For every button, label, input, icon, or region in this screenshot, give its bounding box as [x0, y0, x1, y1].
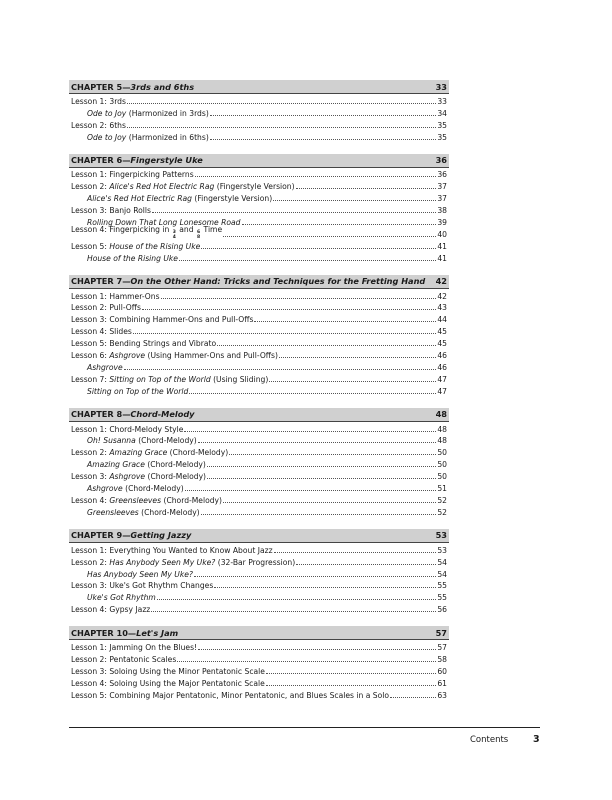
toc-lesson-entry[interactable]	[69, 119, 449, 131]
toc-lesson-entry[interactable]	[69, 180, 449, 192]
toc-sub-entry[interactable]	[69, 435, 449, 447]
entry-text: (Harmonized in 6ths)	[126, 132, 209, 142]
toc-lesson-entry[interactable]	[69, 544, 449, 556]
entry-title	[87, 362, 123, 373]
dot-leader	[273, 200, 436, 201]
entry-title	[87, 569, 193, 580]
dot-leader	[207, 466, 436, 467]
entry-title	[71, 350, 278, 361]
chapter-title: On the Other Hand: Tricks and Techniques for the Fretting Hand	[130, 276, 426, 287]
song-title: Alice's Red Hot Electric Rag	[109, 182, 215, 192]
toc-lesson-entry[interactable]	[69, 240, 449, 252]
dot-leader	[210, 115, 437, 116]
entry-title	[71, 291, 160, 302]
entry-title	[71, 120, 126, 131]
entry-text: Lesson 4:	[71, 495, 110, 505]
song-title: Sitting on Top of the World	[87, 386, 189, 396]
song-title: Rolling Down That Long Lonesome Road	[87, 218, 241, 228]
entry-text: Lesson 4: Soloing Using the Major Pentatonic Scale	[71, 678, 265, 688]
song-title: Has Anybody Seen My Uke?	[109, 557, 216, 567]
toc-sub-entry[interactable]	[69, 131, 449, 143]
dot-leader	[274, 552, 437, 553]
time-signature	[173, 231, 176, 240]
toc-sub-entry[interactable]	[69, 568, 449, 580]
toc-lesson-entry[interactable]	[69, 494, 449, 506]
dot-leader	[214, 587, 436, 588]
entry-page-number: 35	[437, 132, 447, 142]
entry-page-number: 52	[437, 507, 447, 517]
entry-text: (Using Hammer-Ons and Pull-Offs)	[145, 351, 278, 361]
entry-title	[71, 314, 253, 325]
song-title: Ashgrove	[109, 472, 146, 482]
chapter-section	[69, 408, 449, 518]
entry-title	[71, 666, 265, 677]
chapter-page-number: 36	[435, 155, 447, 166]
dot-leader	[161, 298, 437, 299]
song-title: Sitting on Top of the World	[109, 374, 211, 384]
entry-title	[71, 181, 295, 192]
toc-lesson-entry[interactable]	[69, 423, 449, 435]
dot-leader	[266, 673, 436, 674]
entry-title	[71, 302, 141, 313]
dot-leader	[157, 599, 437, 600]
dot-leader	[242, 224, 437, 225]
chapter-number: CHAPTER 7—	[71, 276, 131, 287]
entry-page-number: 42	[437, 291, 447, 301]
toc-lesson-entry[interactable]	[69, 446, 449, 458]
entry-title	[71, 604, 150, 615]
chapter-number: CHAPTER 8—	[71, 409, 131, 420]
entry-text: (Chord-Melody)	[144, 460, 206, 470]
toc-lesson-entry[interactable]	[69, 325, 449, 337]
dot-leader	[184, 431, 436, 432]
entry-text: Lesson 6:	[71, 351, 110, 361]
chapter-heading	[71, 82, 194, 92]
footer-section-label: Contents	[470, 735, 509, 745]
toc-sub-entry[interactable]	[69, 252, 449, 264]
entry-title	[87, 132, 209, 143]
dot-leader	[223, 502, 436, 503]
entry-title	[71, 654, 176, 665]
entry-title	[71, 642, 197, 653]
entry-page-number: 46	[437, 362, 447, 372]
entry-text: Lesson 1: Jamming On the Blues!	[71, 643, 198, 653]
entry-text: Lesson 4: Gypsy Jazz	[71, 605, 151, 615]
chapter-title: Fingerstyle Uke	[130, 155, 203, 166]
toc-lesson-entry[interactable]	[69, 225, 449, 240]
entry-page-number: 50	[437, 472, 447, 482]
entry-page-number: 44	[437, 315, 447, 325]
entry-text: Lesson 5: Bending Strings and Vibrato	[71, 339, 217, 349]
table-of-contents	[69, 80, 449, 712]
song-title: House of the Rising Uke	[109, 241, 201, 251]
footer-page-number: 3	[533, 734, 540, 745]
entry-page-number: 55	[437, 593, 447, 603]
dot-leader	[266, 685, 437, 686]
entry-text: Lesson 3: Banjo Rolls	[71, 206, 151, 216]
time-signature-bottom: 4	[172, 234, 176, 240]
entry-title	[71, 96, 126, 107]
dot-leader	[177, 661, 436, 662]
entry-page-number: 53	[437, 545, 447, 555]
entry-title	[87, 483, 184, 494]
entry-title	[71, 169, 194, 180]
song-title: Uke's Got Rhythm	[87, 593, 156, 603]
chapter-header	[69, 408, 449, 422]
entry-page-number: 51	[437, 484, 447, 494]
toc-lesson-entry[interactable]	[69, 302, 449, 314]
entry-title	[71, 338, 216, 349]
toc-lesson-entry[interactable]	[69, 290, 449, 302]
song-title: Ashgrove	[109, 351, 146, 361]
chapter-section	[69, 529, 449, 615]
toc-sub-entry[interactable]	[69, 385, 449, 397]
dot-leader	[269, 381, 436, 382]
chapter-header	[69, 154, 449, 168]
dot-leader	[296, 188, 437, 189]
toc-lesson-entry[interactable]	[69, 556, 449, 568]
song-title: Greensleeves	[109, 495, 162, 505]
dot-leader	[152, 212, 436, 213]
dot-leader	[185, 490, 437, 491]
chapter-page-number: 48	[435, 409, 447, 420]
toc-lesson-entry[interactable]	[69, 653, 449, 665]
entry-title	[87, 435, 197, 446]
toc-lesson-entry[interactable]	[69, 603, 449, 615]
song-title: Ode to Joy	[87, 108, 127, 118]
toc-sub-entry[interactable]	[69, 192, 449, 204]
entry-title	[71, 424, 183, 435]
entry-text: (Fingerstyle Version)	[214, 182, 295, 192]
entry-title	[87, 459, 206, 470]
toc-lesson-entry[interactable]	[69, 641, 449, 653]
toc-lesson-entry[interactable]	[69, 665, 449, 677]
entry-title	[71, 326, 132, 337]
entry-text: Lesson 2:	[71, 182, 110, 192]
toc-lesson-entry[interactable]	[69, 337, 449, 349]
entry-page-number: 48	[437, 436, 447, 446]
toc-sub-entry[interactable]	[69, 107, 449, 119]
chapter-title: 3rds and 6ths	[130, 81, 195, 92]
entry-page-number: 50	[437, 460, 447, 470]
entry-page-number: 57	[437, 643, 447, 653]
entry-text: Lesson 3: Combining Hammer-Ons and Pull-Offs	[71, 315, 254, 325]
entry-text: (Chord-Melody)	[122, 484, 184, 494]
entry-page-number: 61	[437, 678, 447, 688]
entry-page-number: 40	[437, 229, 447, 239]
entry-page-number: 34	[437, 108, 447, 118]
entry-text: (Chord-Melody)	[167, 448, 229, 458]
toc-lesson-entry[interactable]	[69, 313, 449, 325]
song-title: House of the Rising Uke	[87, 253, 178, 263]
entry-title	[87, 193, 272, 204]
entry-title	[71, 224, 222, 240]
entry-page-number: 39	[437, 218, 447, 228]
chapter-header	[69, 626, 449, 640]
chapter-page-number: 53	[435, 530, 447, 541]
entry-text: (32-Bar Progression)	[215, 557, 296, 567]
dot-leader	[198, 649, 436, 650]
toc-lesson-entry[interactable]	[69, 470, 449, 482]
entry-page-number: 55	[437, 581, 447, 591]
chapter-header	[69, 80, 449, 94]
entry-text: Lesson 3: Soloing Using the Minor Pentatonic Scale	[71, 666, 265, 676]
toc-sub-entry[interactable]	[69, 458, 449, 470]
toc-sub-entry[interactable]	[69, 506, 449, 518]
entry-page-number: 54	[437, 569, 447, 579]
entry-text: Lesson 5: Combining Major Pentatonic, Minor Pentatonic, and Blues Scales in a Solo	[71, 690, 390, 700]
entry-text: Lesson 1: 3rds	[71, 96, 126, 106]
dot-leader	[296, 564, 436, 565]
chapter-title: Chord-Melody	[130, 409, 195, 420]
song-title: Ode to Joy	[87, 132, 127, 142]
entry-title	[87, 507, 200, 518]
entry-text: and	[176, 225, 196, 235]
chapter-heading	[71, 155, 203, 165]
dot-leader	[189, 393, 436, 394]
entry-page-number: 46	[437, 351, 447, 361]
footer-divider	[69, 727, 540, 728]
entry-page-number: 41	[437, 241, 447, 251]
entry-page-number: 36	[437, 170, 447, 180]
entry-text: Lesson 2: Pentatonic Scales	[71, 654, 177, 664]
dot-leader	[179, 260, 436, 261]
dot-leader	[142, 309, 436, 310]
song-title: Ashgrove	[87, 484, 123, 494]
entry-text: (Fingerstyle Version)	[191, 194, 273, 204]
entry-page-number: 37	[437, 194, 447, 204]
song-title: Has Anybody Seen My Uke?	[87, 569, 193, 579]
dot-leader	[198, 442, 437, 443]
entry-page-number: 47	[437, 386, 447, 396]
toc-lesson-entry[interactable]	[69, 169, 449, 181]
entry-text: (Harmonized in 3rds)	[126, 108, 209, 118]
dot-leader	[210, 139, 437, 140]
toc-lesson-entry[interactable]	[69, 95, 449, 107]
entry-page-number: 45	[437, 339, 447, 349]
entry-text: Time	[201, 225, 223, 235]
entry-page-number: 35	[437, 120, 447, 130]
entry-page-number: 54	[437, 557, 447, 567]
toc-lesson-entry[interactable]	[69, 373, 449, 385]
dot-leader	[127, 103, 436, 104]
entry-title	[71, 557, 295, 568]
dot-leader	[195, 176, 437, 177]
entry-title	[87, 592, 156, 603]
toc-lesson-entry[interactable]	[69, 349, 449, 361]
entry-text: (Chord-Melody)	[145, 472, 207, 482]
entry-text: Lesson 1: Everything You Wanted to Know About Jazz	[71, 545, 273, 555]
entry-title	[71, 205, 151, 216]
entry-page-number: 56	[437, 605, 447, 615]
entry-text: (Using Sliding)	[210, 374, 269, 384]
chapter-number: CHAPTER 9—	[71, 530, 131, 541]
entry-text: Lesson 5:	[71, 241, 110, 251]
song-title: Amazing Grace	[109, 448, 168, 458]
song-title: Alice's Red Hot Electric Rag	[87, 194, 192, 204]
toc-lesson-entry[interactable]	[69, 204, 449, 216]
time-signature-top: 3	[172, 230, 176, 236]
entry-title	[87, 386, 188, 397]
entry-text: Lesson 3: Uke's Got Rhythm Changes	[71, 581, 214, 591]
toc-sub-entry[interactable]	[69, 482, 449, 494]
dot-leader	[217, 345, 436, 346]
entry-page-number: 37	[437, 182, 447, 192]
entry-title	[71, 471, 206, 482]
entry-page-number: 58	[437, 654, 447, 664]
entry-title	[87, 108, 209, 119]
chapter-header	[69, 275, 449, 289]
entry-text: (Chord-Melody)	[161, 495, 223, 505]
toc-sub-entry[interactable]	[69, 591, 449, 603]
toc-lesson-entry[interactable]	[69, 677, 449, 689]
entry-page-number: 47	[437, 374, 447, 384]
chapter-heading	[71, 276, 425, 286]
entry-text: Lesson 1: Chord-Melody Style	[71, 424, 184, 434]
entry-text: Lesson 1: Fingerpicking Patterns	[71, 170, 194, 180]
chapter-heading	[71, 409, 195, 419]
entry-title	[71, 241, 200, 252]
dot-leader	[254, 321, 436, 322]
toc-sub-entry[interactable]	[69, 361, 449, 373]
dot-leader	[223, 236, 436, 237]
entry-text: Lesson 2:	[71, 557, 110, 567]
dot-leader	[124, 369, 437, 370]
entry-page-number: 45	[437, 327, 447, 337]
entry-text: (Chord-Melody)	[135, 436, 197, 446]
time-signature-bottom: 8	[196, 234, 201, 240]
dot-leader	[133, 333, 436, 334]
entry-page-number: 52	[437, 495, 447, 505]
song-title: Amazing Grace	[87, 460, 145, 470]
entry-text: Lesson 2: 6ths	[71, 120, 126, 130]
entry-page-number: 41	[437, 253, 447, 263]
chapter-number: CHAPTER 10—	[71, 627, 137, 638]
entry-title	[71, 678, 265, 689]
entry-text: Lesson 2:	[71, 448, 110, 458]
entry-title	[71, 690, 389, 701]
time-signature-top: 6	[196, 230, 201, 236]
entry-title	[71, 580, 213, 591]
chapter-section	[69, 80, 449, 143]
chapter-heading	[71, 628, 178, 638]
entry-text: Lesson 3:	[71, 472, 110, 482]
entry-page-number: 48	[437, 424, 447, 434]
entry-text: Lesson 4: Fingerpicking in	[71, 225, 172, 235]
entry-title	[87, 253, 178, 264]
chapter-heading	[71, 530, 191, 540]
entry-page-number: 33	[437, 96, 447, 106]
entry-text: Lesson 4: Slides	[71, 327, 132, 337]
time-signature	[197, 231, 200, 240]
chapter-page-number: 42	[435, 276, 447, 287]
entry-page-number: 60	[437, 666, 447, 676]
entry-text: Lesson 1: Hammer-Ons	[71, 291, 160, 301]
entry-page-number: 50	[437, 448, 447, 458]
entry-text: Lesson 2: Pull-Offs	[71, 303, 141, 313]
dot-leader	[207, 478, 436, 479]
chapter-page-number: 33	[435, 81, 447, 92]
dot-leader	[201, 248, 436, 249]
chapter-header	[69, 529, 449, 543]
song-title: Oh! Susanna	[87, 436, 136, 446]
dot-leader	[194, 576, 436, 577]
dot-leader	[229, 454, 436, 455]
chapter-title: Getting Jazzy	[130, 530, 192, 541]
entry-title	[71, 447, 228, 458]
chapter-section	[69, 275, 449, 397]
chapter-page-number: 57	[435, 627, 447, 638]
dot-leader	[127, 127, 436, 128]
chapter-section	[69, 154, 449, 264]
chapter-number: CHAPTER 5—	[71, 81, 131, 92]
entry-page-number: 63	[437, 690, 447, 700]
chapter-number: CHAPTER 6—	[71, 155, 131, 166]
entry-title	[71, 374, 268, 385]
entry-title	[71, 545, 273, 556]
toc-lesson-entry[interactable]	[69, 580, 449, 592]
entry-text: (Chord-Melody)	[138, 507, 200, 517]
song-title: Greensleeves	[87, 507, 139, 517]
entry-page-number: 43	[437, 303, 447, 313]
chapter-title: Let's Jam	[136, 627, 179, 638]
entry-text: Lesson 7:	[71, 374, 110, 384]
dot-leader	[151, 611, 436, 612]
dot-leader	[201, 514, 437, 515]
dot-leader	[390, 697, 436, 698]
toc-lesson-entry[interactable]	[69, 689, 449, 701]
chapter-section	[69, 626, 449, 700]
dot-leader	[279, 357, 436, 358]
entry-title	[71, 495, 222, 506]
song-title: Ashgrove	[87, 362, 123, 372]
entry-page-number: 38	[437, 206, 447, 216]
